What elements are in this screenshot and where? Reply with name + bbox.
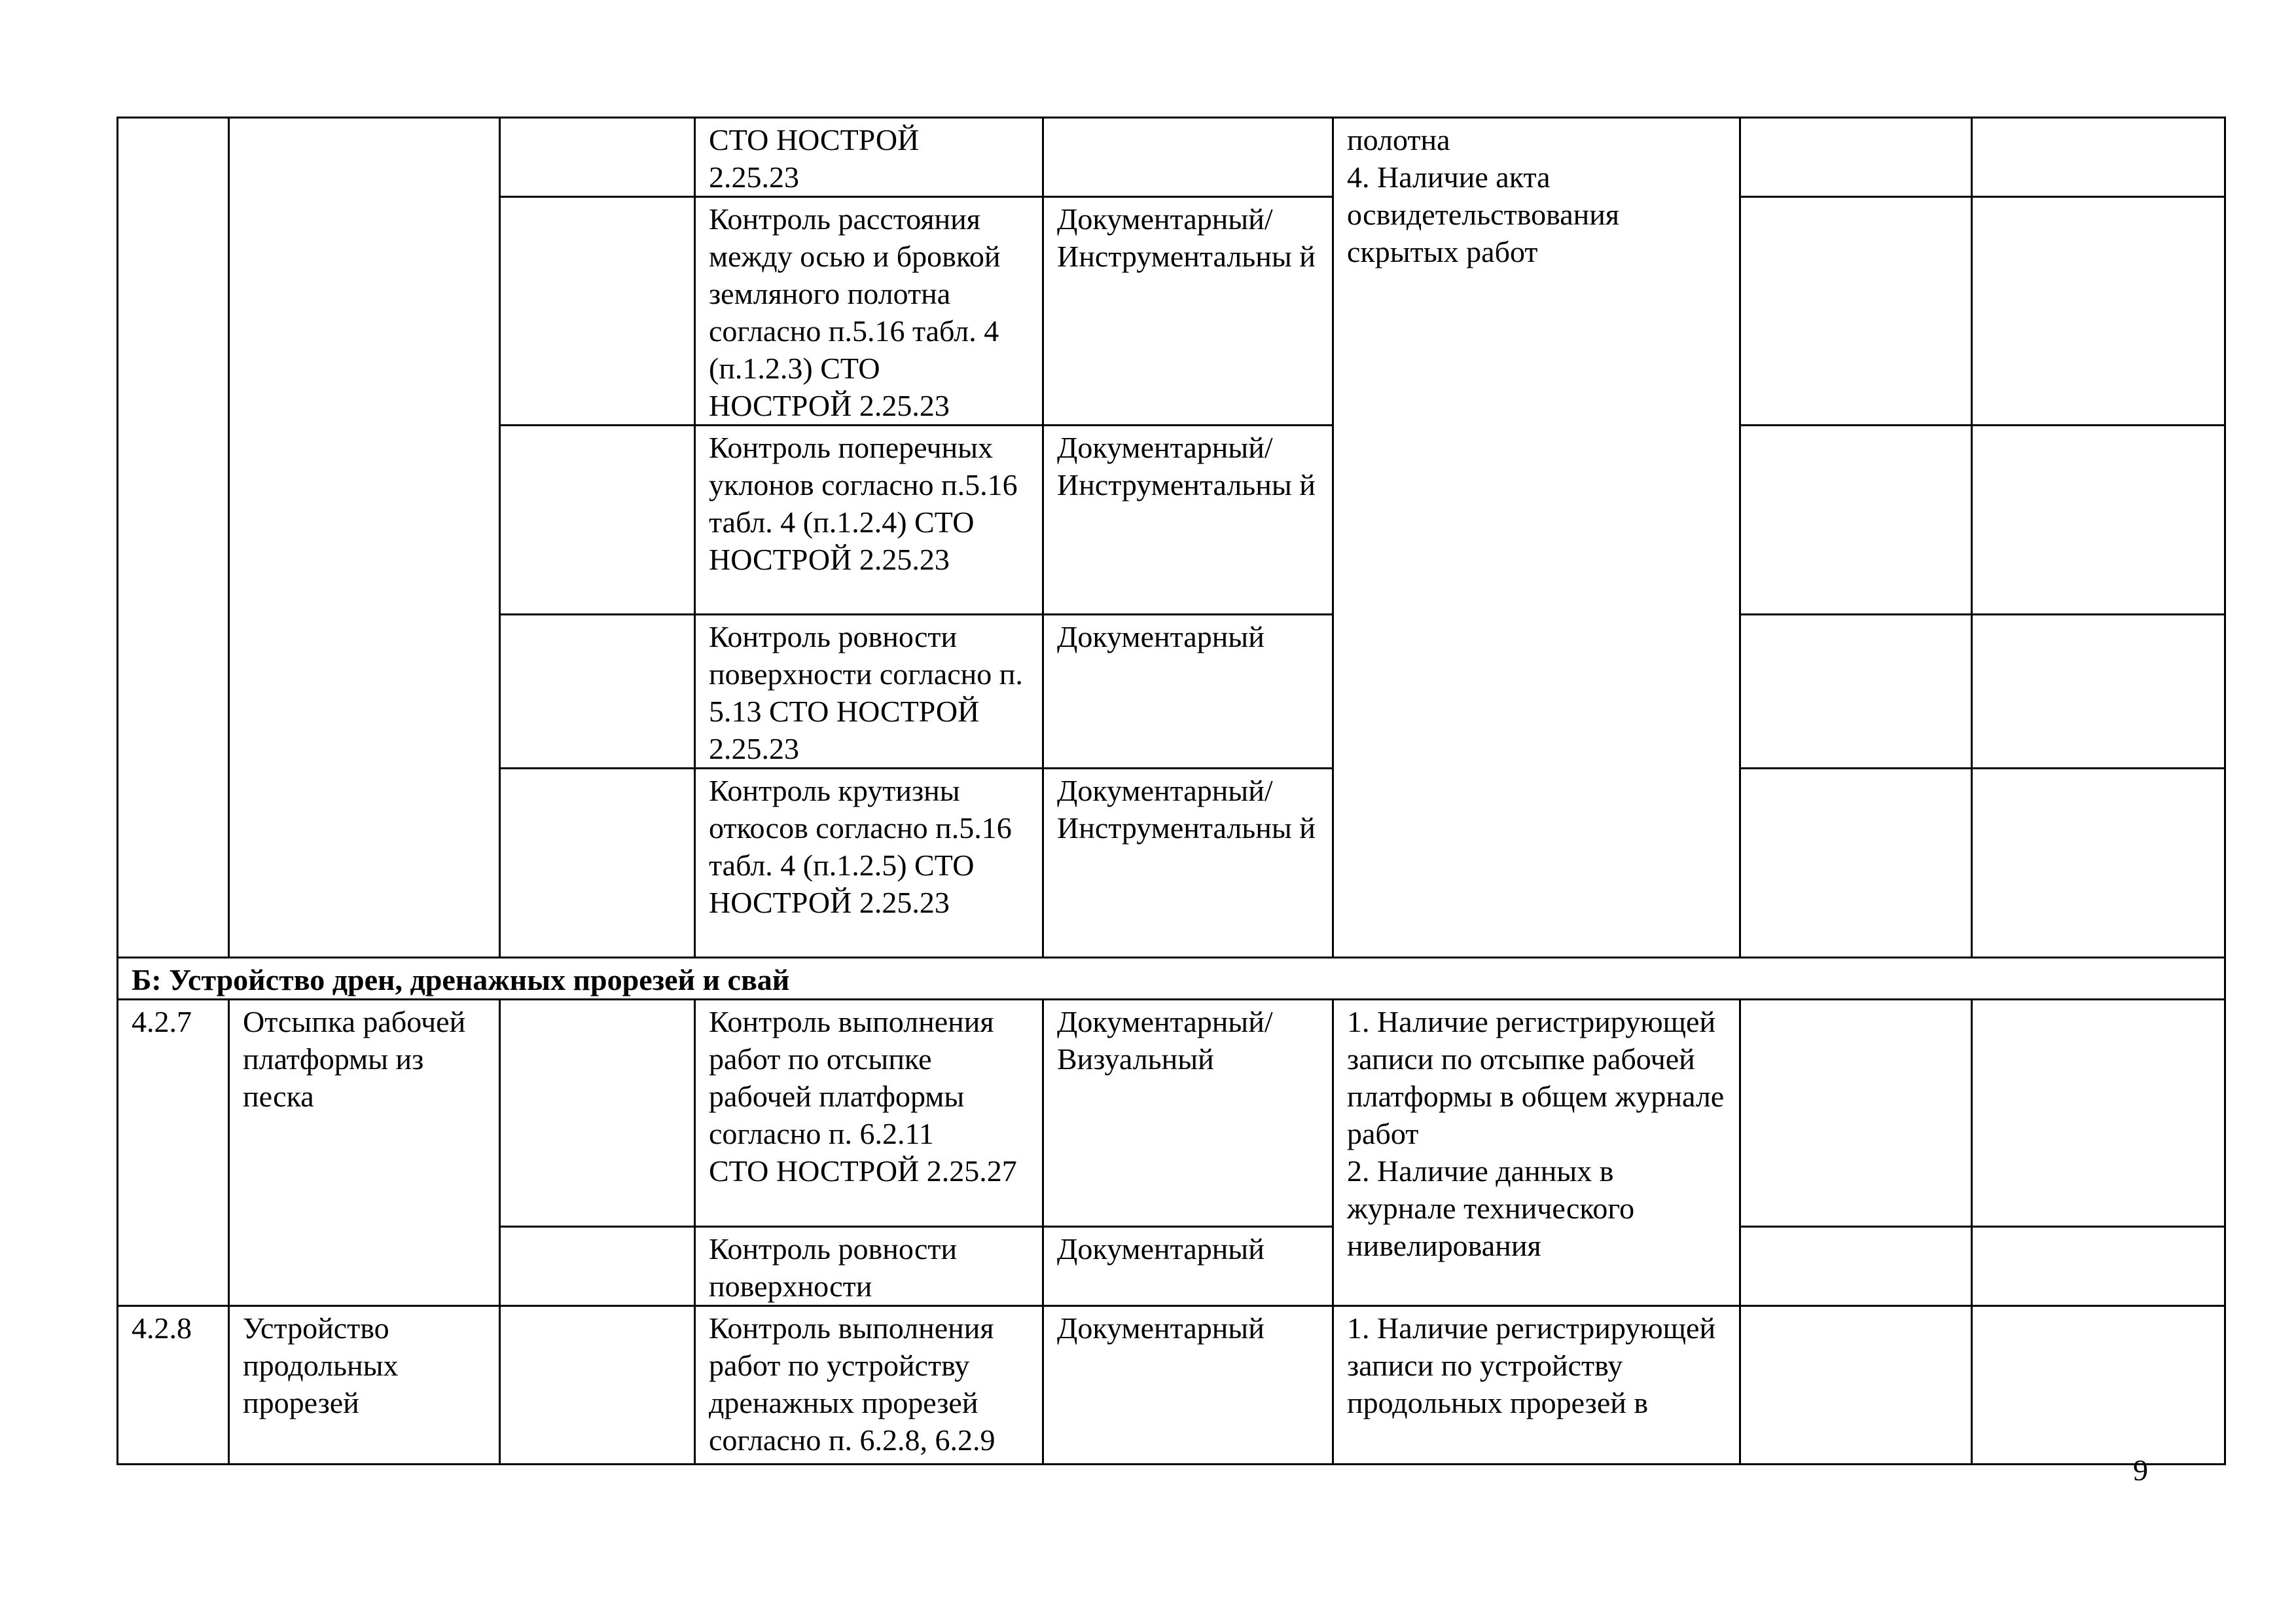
cell-requirement: Контроль крутизны откосов согласно п.5.16 табл. 4 (п.1.2.5) СТО НОСТРОЙ 2.25.23 (695, 769, 1043, 958)
cell-name: Устройство продольных прорезей (229, 1306, 500, 1465)
cell-method: Документарный (1043, 615, 1333, 769)
cell-empty (1740, 1227, 1972, 1306)
cell-empty (1740, 118, 1972, 197)
cell-empty (500, 1306, 695, 1465)
cell-result: полотна 4. Наличие акта освидетельствования скрытых работ (1333, 118, 1740, 958)
cell-empty (1972, 197, 2225, 426)
cell-requirement: Контроль ровности поверхности (695, 1227, 1043, 1306)
cell-empty (1740, 1000, 1972, 1227)
cell-empty (500, 615, 695, 769)
cell-empty (1972, 1000, 2225, 1227)
cell-empty (1972, 769, 2225, 958)
cell-method: Документарный/ Инструментальны й (1043, 426, 1333, 615)
section-title: Б: Устройство дрен, дренажных прорезей и свай (118, 958, 2225, 1000)
cell-result: 1. Наличие регистрирующей записи по устройству продольных прорезей в (1333, 1306, 1740, 1465)
page-number: 9 (2133, 1453, 2148, 1487)
cell-empty (500, 426, 695, 615)
control-table (117, 117, 2226, 1465)
cell-requirement: СТО НОСТРОЙ 2.25.23 (695, 118, 1043, 197)
cell-method: Документарный/ Визуальный (1043, 1000, 1333, 1227)
cell-empty (500, 118, 695, 197)
cell-empty (1972, 118, 2225, 197)
cell-number: 4.2.7 (118, 1000, 229, 1306)
cell-empty (1740, 769, 1972, 958)
table-row (118, 118, 2225, 197)
section-header-row (118, 958, 2225, 1000)
cell-requirement: Контроль поперечных уклонов согласно п.5.16 табл. 4 (п.1.2.4) СТО НОСТРОЙ 2.25.23 (695, 426, 1043, 615)
cell-method-empty (1043, 118, 1333, 197)
cell-requirement: Контроль выполнения работ по устройству дренажных прорезей согласно п. 6.2.8, 6.2.9 (695, 1306, 1043, 1465)
cell-requirement: Контроль ровности поверхности согласно п. 5.13 СТО НОСТРОЙ 2.25.23 (695, 615, 1043, 769)
cell-empty (500, 1227, 695, 1306)
cell-empty (1972, 426, 2225, 615)
cell-name: Отсыпка рабочей платформы из песка (229, 1000, 500, 1306)
cell-name-empty (229, 118, 500, 958)
cell-empty (1740, 1306, 1972, 1465)
cell-method: Документарный/ Инструментальны й (1043, 197, 1333, 426)
cell-method: Документарный (1043, 1227, 1333, 1306)
cell-empty (1740, 426, 1972, 615)
cell-requirement: Контроль расстояния между осью и бровкой земляного полотна согласно п.5.16 табл. 4 (п.1.2.3) СТО НОСТРОЙ 2.25.23 (695, 197, 1043, 426)
cell-result: 1. Наличие регистрирующей записи по отсыпке рабочей платформы в общем журнале работ 2. Наличие данных в журнале технического нивелирования (1333, 1000, 1740, 1306)
cell-requirement: Контроль выполнения работ по отсыпке рабочей платформы согласно п. 6.2.11 СТО НОСТРОЙ 2.25.27 (695, 1000, 1043, 1227)
cell-empty (500, 197, 695, 426)
table-row (118, 1000, 2225, 1227)
cell-empty (500, 1000, 695, 1227)
cell-number-empty (118, 118, 229, 958)
cell-empty (500, 769, 695, 958)
cell-empty (1740, 197, 1972, 426)
cell-empty (1972, 1306, 2225, 1465)
table-row (118, 1306, 2225, 1465)
cell-method: Документарный (1043, 1306, 1333, 1465)
cell-empty (1972, 1227, 2225, 1306)
cell-method: Документарный/ Инструментальны й (1043, 769, 1333, 958)
cell-empty (1740, 615, 1972, 769)
cell-number: 4.2.8 (118, 1306, 229, 1465)
cell-empty (1972, 615, 2225, 769)
